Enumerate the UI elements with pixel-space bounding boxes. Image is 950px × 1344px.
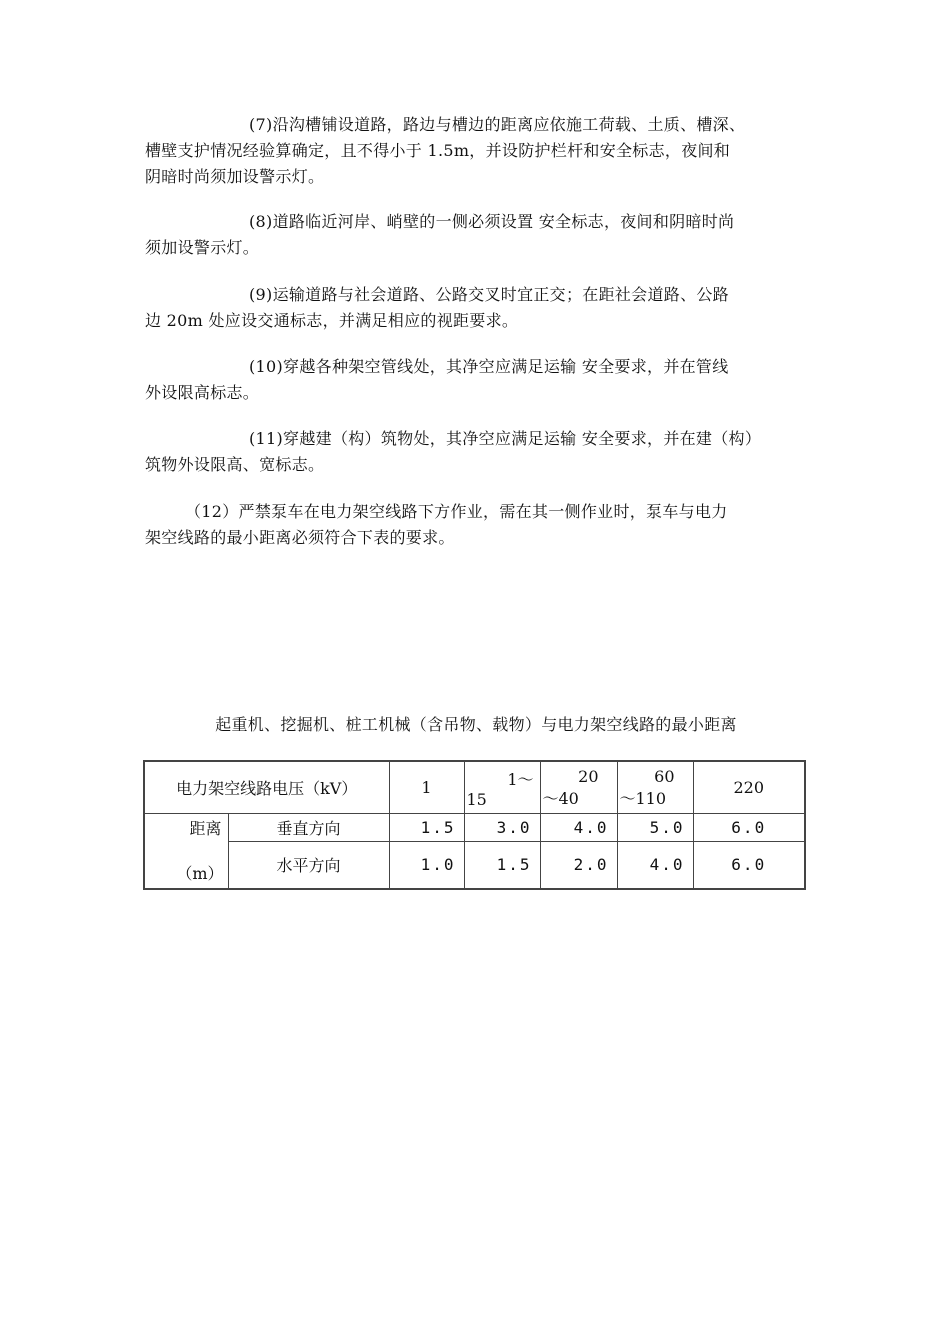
voltage-value-bottom: ～40 xyxy=(542,789,579,809)
voltage-header-label: 电力架空线路电压（kV） xyxy=(176,778,358,798)
table-cell: 1.0 xyxy=(389,842,464,889)
voltage-cell xyxy=(464,761,540,813)
voltage-value: 1 xyxy=(421,777,432,797)
paragraph-line: (11)穿越建（构）筑物处，其净空应满足运输 安全要求，并在建（构） xyxy=(249,429,762,448)
voltage-header-cell xyxy=(144,761,389,813)
paragraph-line: (8)道路临近河岸、峭壁的一侧必须设置 安全标志，夜间和阴暗时尚 xyxy=(249,212,735,231)
voltage-cell xyxy=(617,761,693,813)
table-cell: 5.0 xyxy=(617,813,693,842)
distance-table xyxy=(143,760,806,890)
distance-unit: （m） xyxy=(176,863,224,883)
voltage-value-bottom: ～110 xyxy=(619,789,667,809)
voltage-value-bottom: 15 xyxy=(466,790,487,810)
voltage-value-top: 20 xyxy=(578,767,599,787)
table-cell: 6.0 xyxy=(693,842,805,889)
paragraph-12 xyxy=(145,499,810,551)
table-cell: 1.5 xyxy=(464,842,540,889)
voltage-value-top: 1～ xyxy=(507,770,534,790)
distance-label-cell xyxy=(144,813,228,889)
table-cell: 1.5 xyxy=(389,813,464,842)
paragraph-line: 须加设警示灯。 xyxy=(145,238,260,257)
table-cell: 4.0 xyxy=(617,842,693,889)
paragraph-line: （12）严禁泵车在电力架空线路下方作业，需在其一侧作业时，泵车与电力 xyxy=(185,502,728,521)
voltage-cell xyxy=(693,761,805,813)
paragraph-line: 架空线路的最小距离必须符合下表的要求。 xyxy=(145,528,455,547)
row-label-cell xyxy=(228,842,389,889)
row-label: 水平方向 xyxy=(276,856,341,876)
voltage-cell xyxy=(540,761,617,813)
paragraph-line: 筑物外设限高、宽标志。 xyxy=(145,455,325,474)
paragraph-7 xyxy=(145,112,810,190)
paragraph-line: (10)穿越各种架空管线处，其净空应满足运输 安全要求，并在管线 xyxy=(249,357,729,376)
voltage-value-top: 60 xyxy=(654,767,675,787)
paragraph-line: 边 20m 处应设交通标志，并满足相应的视距要求。 xyxy=(145,311,519,330)
row-label-cell xyxy=(228,813,389,842)
paragraph-line: (9)运输道路与社会道路、公路交叉时宜正交；在距社会道路、公路 xyxy=(249,285,729,304)
distance-label: 距离 xyxy=(189,818,222,838)
paragraph-11 xyxy=(145,426,810,478)
paragraph-line: 阴暗时尚须加设警示灯。 xyxy=(145,167,325,186)
paragraph-line: (7)沿沟槽铺设道路，路边与槽边的距离应依施工荷载、土质、槽深、 xyxy=(249,115,746,134)
table-cell: 4.0 xyxy=(540,813,617,842)
table-row xyxy=(144,842,805,889)
paragraph-8 xyxy=(145,209,810,261)
paragraph-line: 外设限高标志。 xyxy=(145,383,260,402)
paragraph-line: 槽壁支护情况经验算确定，且不得小于 1.5m，并设防护栏杆和安全标志，夜间和 xyxy=(145,141,731,160)
voltage-cell xyxy=(389,761,464,813)
table-row xyxy=(144,813,805,842)
paragraph-9 xyxy=(145,282,810,334)
header-row xyxy=(144,761,805,813)
voltage-value: 220 xyxy=(733,777,765,797)
table-caption: 起重机、挖掘机、桩工机械（含吊物、载物）与电力架空线路的最小距离 xyxy=(215,715,737,734)
paragraph-10 xyxy=(145,354,810,406)
row-label: 垂直方向 xyxy=(276,818,341,838)
table-cell: 3.0 xyxy=(464,813,540,842)
table-cell: 2.0 xyxy=(540,842,617,889)
table-cell: 6.0 xyxy=(693,813,805,842)
